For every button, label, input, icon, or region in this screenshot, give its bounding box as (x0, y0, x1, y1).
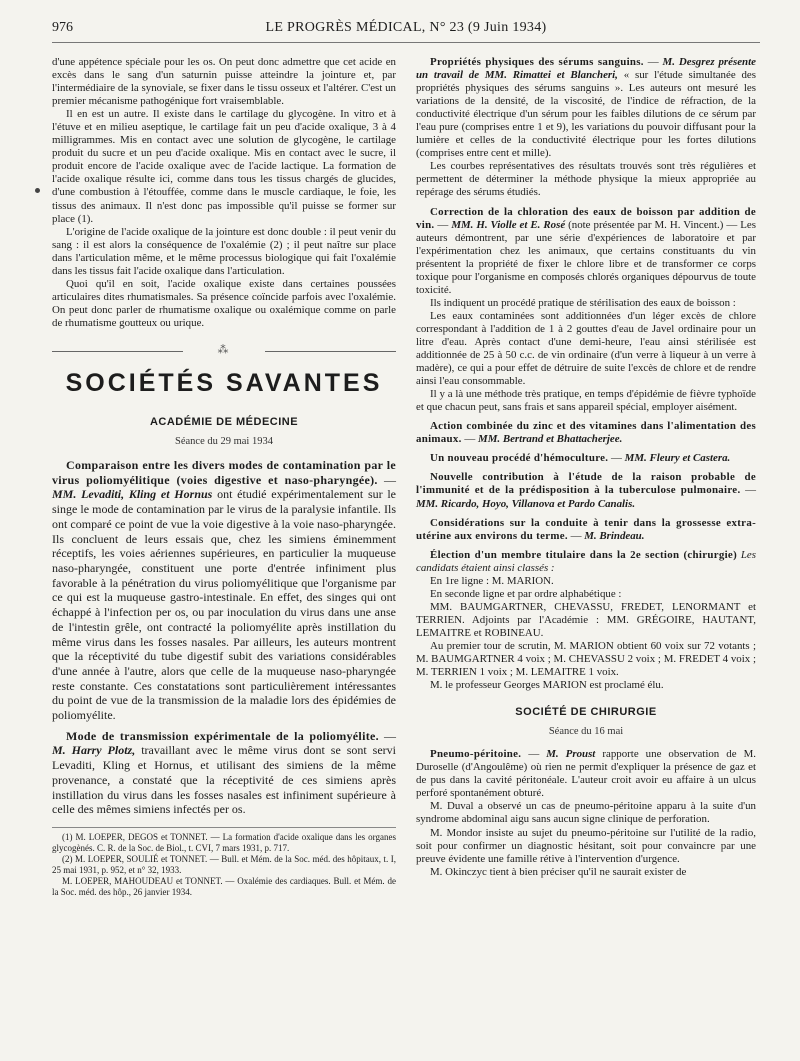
paragraph: Les courbes représentatives des résultats trouvés sont très régulières et permettent de déterminer la méthode physique la mieux appropriée au repérage des sérums étudiés. (416, 160, 756, 199)
article-text: rapporte une observation de M. Duroselle (d'Angoulême) où rien ne permit d'expliquer la présence de gaz et de pus dans la cavité péritonéale. L'auteur croit avoir eu affaire à un ulcus perforé spontanément obturé. (416, 748, 756, 800)
running-title: LE PROGRÈS MÉDICAL, N° 23 (9 Juin 1934) (265, 20, 547, 35)
article-lead: Correction de la chloration des eaux de boisson par addition de vin. (416, 205, 756, 231)
article-paragraph: Propriétés physiques des sérums sanguins. — M. Desgrez présente un travail de MM. Rimattei et Blancheri, « sur l'étude simultanée des propriétés physiques des sérums sanguins ». Les auteurs ont mesuré les variations de la densité, de la viscosité, de l'indice de réfraction, de la conductivité électrique d'un sérum pour les faibles dilutions de ce sérum par l'eau pure (comprises entre 1 et 9), les variations du pouvoir diffusant pour la lumière et celles de la conductivité électrique pour les fortes dilutions (comprises entre cent et mille). (416, 56, 756, 160)
paragraph: Quoi qu'il en soit, l'acide oxalique existe dans certaines poussées articulaires dites rhumatismales. Sa présence coïncide parfois avec l'oxalémie. On peut donc parler de rhumatisme oxalique ou oxalémique comme on parle de rhumatisme goutteux ou urique. (52, 277, 396, 329)
article-paragraph (416, 549, 756, 575)
article-lead: Élection d'un membre titulaire dans la 2e section (chirurgie) (430, 548, 737, 561)
paragraph: d'une appétence spéciale pour les os. On peut donc admettre que cet acide en excès dans le sang d'un saturnin puisse atteindre la jointure et, par l'intermédiaire de la synoviale, se fixer dans le tissu osseux et l'altérer. C'est un premier mécanisme pathogénique fort vraisemblable. (52, 56, 396, 108)
paragraph: Il y a là une méthode très pratique, en temps d'épidémie de fièvre typhoïde et que chacun peut, sans frais et sans appareil spécial, employer aisément. (416, 388, 756, 414)
page-number: 976 (52, 20, 73, 35)
article-authors: M. Proust (546, 748, 596, 761)
margin-dot (35, 188, 40, 193)
article-italic: Les candidats étaient ainsi classés : (416, 548, 756, 574)
paragraph: Au premier tour de scrutin, M. MARION obtient 60 voix sur 72 votants ; M. BAUMGARTNER 4 voix ; M. CHEVASSU 2 voix ; M. FREDET 4 voix ; M. TERRIEN 1 voix ; M. LEMAITRE 1 voix. (416, 639, 756, 679)
article-lead: Nouvelle contribution à l'étude de la raison probable de l'immunité et de la prédisposition à la tuberculose pulmonaire. (416, 471, 756, 497)
article-authors: MM. Levaditi, Kling et Hornus (52, 487, 213, 502)
article-paragraph: Pneumo-péritoine. — M. Proust rapporte une observation de M. Duroselle (d'Angoulême) où rien ne permit d'expliquer la présence de gaz et de pus dans la cavité péritonéale. L'auteur croit avoir eu affaire à un ulcus perforé spontanément obturé. (416, 748, 756, 800)
article-text: ont étudié expérimentalement sur le singe le mode de contamination par le virus de la paralysie infantile. Ils ont comparé ce point de vue la voie digestive à la voie naso-pharyngée. Ils concluent de leurs essais que, chez les simiens éminemment réceptifs, les voies aériennes supérieures, en particulier la muqueuse naso-pharyngée, constituent une porte d'entrée infiniment plus favorable à la pénétration du virus poliomyélitique que l'organisme par ce qui est la muqueuse gastro-intestinale. En effet, des singes qui ont échappé à l'infection per os, ou par inoculation du virus dans une anse de l'intestin grêle, ont contracté la poliomyélite après instillation du même virus dans les fosses nasales. Par ailleurs, les auteurs montrent que la réceptivité du tube digestif subit des variations considérables d'une année à l'autre, alors que celle de la muqueuse naso-pharyngée reste constante. Ces constatations sont particulièrement intéressantes du point de vue de la transmission de la maladie lors des épidémies de poliomyélite. (52, 487, 397, 723)
article-text: travaillant avec le même virus dont se sont servi Levaditi, Kling et Hornus, et utilisant des simiens de la même provenance, a constaté que la réceptivité de ces simiens après instillation du virus dans les fosses nasales est infiniment supérieure à celle des mêmes simiens infectés per os. (52, 743, 397, 817)
article-lead: Propriétés physiques des sérums sanguins. (430, 56, 644, 68)
right-column (416, 56, 756, 879)
article-paragraph: Action combinée du zinc et des vitamines dans l'alimentation des animaux. — MM. Bertrand et Bhattacherjee. (416, 420, 756, 446)
article-lead: Un nouveau procédé d'hémoculture. (430, 452, 609, 465)
seance-date: Séance du 29 mai 1934 (175, 436, 273, 448)
article-lead: Action combinée du zinc et des vitamines dans l'alimentation des animaux. (416, 420, 756, 446)
paragraph: M. Mondor insiste au sujet du pneumo-péritoine sur l'utilité de la radio, soit pour confirmer un diagnostic hésitant, soit pour convaincre par une preuve évidente une famille rétive à l'intervention d'urgence. (416, 826, 756, 865)
article-text: (note présentée par M. H. Vincent.) — Les auteurs démontrent, par une série d'expériences de laboratoire et par l'expérimentation chez les animaux, que certains constituants du vin présentent la propriété de fixer le chlore libre et de transformer ce corps toxique pour l'organisme en composés chlorés organiques dépourvus de toute toxicité. (416, 218, 756, 296)
paragraph: L'origine de l'acide oxalique de la jointure est donc double : il peut venir du sang : il est alors la conséquence de l'oxalémie (2) ; il peut naître sur place dans l'articulation même, et le même processus biologique qui fait l'oxalémie dans les tissus fait l'acide oxalique dans l'articulation. (52, 225, 396, 277)
article-paragraph: Correction de la chloration des eaux de boisson par addition de vin. — MM. H. Violle et E. Rosé (note présentée par M. H. Vincent.) — Les auteurs démontrent, par une série d'expériences de laboratoire et par l'expérimentation chez les animaux, que certains constituants du vin présentent la propriété de fixer le chlore libre et de transformer ce corps toxique pour l'organisme en composés chlorés organiques dépourvus de toute toxicité. (416, 205, 756, 296)
article-authors: MM. Ricardo, Hoyo, Villanova et Pardo Canalis. (416, 497, 636, 510)
article-authors: M. Desgrez présente un travail de MM. Rimattei et Blancheri, (416, 56, 756, 82)
article-lead: Pneumo-péritoine. (430, 748, 522, 761)
paragraph: Ils indiquent un procédé pratique de stérilisation des eaux de boisson : (430, 296, 736, 309)
footnote: (1) M. LOEPER, DEGOS et TONNET. — La formation d'acide oxalique dans les organes glycogènés. C. R. de la Soc. de Biol., t. CVI, 7 mars 1931, p. 717. (52, 831, 396, 853)
article-paragraph: Un nouveau procédé d'hémoculture. — MM. Fleury et Castera. (430, 452, 731, 465)
paragraph: Il en est un autre. Il existe dans le cartilage du glycogène. In vitro et à l'étuve et en milieu aseptique, le cartilage fait un peu d'acide oxalique, 3 à 4 milligrammes. Mis en contact avec une solution de glycogène, le cartilage produit du sucre et un peu d'acide oxalique. Mis en contact avec le sucre, il produit encore de l'acide oxalique avec de l'acide lactique. La formation de l'acide oxalique résulte ici, comme dans tous les tissus chargés de glucides, d'une combustion à l'étouffée, comme dans le muscle cardiaque, le foie, les tissus des animaux. Il n'est donc pas impossible qu'il puisse se former sur place (1). (52, 108, 396, 225)
paragraph: M. Duval a observé un cas de pneumo-péritoine apparu à la suite d'un syndrome abdominal aigu sans aucun signe clinique de perforation. (416, 800, 756, 826)
paragraph: MM. BAUMGARTNER, CHEVASSU, FREDET, LENORMANT et TERRIEN. Adjoints par l'Académie : MM. GRÉGOIRE, HAUTANT, LEMAITRE et ROBINEAU. (416, 600, 756, 639)
article-paragraph: Nouvelle contribution à l'étude de la raison probable de l'immunité et de la prédisposition à la tuberculose pulmonaire. — MM. Ricardo, Hoyo, Villanova et Pardo Canalis. (416, 471, 756, 510)
academie-heading: ACADÉMIE DE MÉDECINE (149, 415, 299, 428)
footnote: M. LOEPER, MAHOUDEAU et TONNET. — Oxalémie des cardiaques. Bull. et Mém. de la Soc. méd. des hôp., 26 janvier 1934. (52, 875, 396, 897)
paragraph: M. Okinczyc tient à bien préciser qu'il ne saurait exister de (430, 865, 687, 878)
article-lead: Comparaison entre les divers modes de contamination par le virus poliomyélitique (voies digestive et naso-pharyngée). (52, 458, 396, 487)
header-rule (52, 42, 760, 43)
paragraph: M. le professeur Georges MARION est proclamé élu. (430, 679, 664, 692)
article-paragraph: Considérations sur la conduite à tenir dans la grossesse extra-utérine aux environs du terme. — M. Brindeau. (416, 516, 756, 542)
article-authors: MM. Fleury et Castera. (624, 452, 731, 465)
article-authors: MM. Bertrand et Bhattacherjee. (478, 433, 623, 446)
paragraph: En 1re ligne : M. MARION. (430, 574, 554, 587)
article-authors: M. Harry Plotz, (52, 743, 136, 758)
article-lead: Mode de transmission expérimentale de la poliomyélite. (66, 728, 379, 743)
article-paragraph: Comparaison entre les divers modes de contamination par le virus poliomyélitique (voies digestive et naso-pharyngée). — MM. Levaditi, Kling et Hornus ont étudié expérimentalement sur le singe le mode de contamination par le virus de la paralysie infantile. Ils ont comparé ce point de vue la voie digestive à la voie naso-pharyngée. Ils concluent de leurs essais que, chez les simiens éminemment réceptifs, les voies aériennes supérieures, en particulier la muqueuse naso-pharyngée, constituent une porte d'entrée infiniment plus favorable à la pénétration du virus poliomyélitique que l'organisme par ce qui est la muqueuse gastro-intestinale. En effet, des singes qui ont échappé à l'infection per os, ou par inoculation du virus dans une anse de l'intestin grêle, ont contracté la poliomyélite après instillation du même virus dans les fosses nasales. Par ailleurs, les auteurs montrent que la réceptivité du tube digestif subit des variations considérables d'une année à l'autre, alors que celle de la muqueuse naso-pharyngée reste constante. Ces constatations sont particulièrement intéressantes du point de vue de la transmission de la maladie lors des épidémies de poliomyélite. (52, 458, 397, 723)
paragraph: En seconde ligne et par ordre alphabétique : (430, 587, 622, 600)
footnote: (2) M. LOEPER, SOULIÉ et TONNET. — Bull. et Mém. de la Soc. méd. des hôpitaux, t. I, 25 mai 1931, p. 952, et n° 32, 1933. (52, 853, 396, 875)
article-paragraph: Mode de transmission expérimentale de la poliomyélite. — M. Harry Plotz, travaillant avec le même virus dont se sont servi Levaditi, Kling et Hornus, et utilisant des simiens de la même provenance, a constaté que la réceptivité de ces simiens après instillation du virus dans les fosses nasales est infiniment supérieure à celle des mêmes simiens infectés per os. (52, 728, 397, 817)
ornament-divider: ⁂ (52, 344, 396, 358)
running-header (52, 20, 760, 42)
left-column (52, 56, 396, 898)
article-authors: M. Brindeau. (584, 529, 645, 542)
paragraph: Les eaux contaminées sont additionnées d'un léger excès de chlore correspondant à l'addition de 1 à 2 gouttes d'eau de Javel ordinaire pour un litre d'eau. Après contact d'une demi-heure, l'eau ainsi stérilisée est additionnée de 25 à 50 c.c. de vin ordinaire (d'un verre à liqueur à un verre à madère), ce qui a pour effet de détruire de suite l'excès de chlore et de rendre ainsi l'eau consommable. (416, 309, 756, 388)
chirurgie-heading: SOCIÉTÉ DE CHIRURGIE (515, 706, 657, 719)
article-text: « sur l'étude simultanée des propriétés physiques des sérums sanguins ». Les auteurs ont mesuré les variations de la densité, de la viscosité, de l'indice de réfraction, de la conductivité électrique d'un sérum pour les faibles dilutions de ce sérum par l'eau pure (comprises entre 1 et 9), les variations du pouvoir diffusant pour la lumière et celles de la conductivité électrique pour les fortes dilutions (comprises entre cent et mille). (416, 69, 756, 160)
footnotes (52, 827, 396, 898)
section-title: SOCIÉTÉS SAVANTES (65, 368, 383, 397)
article-authors: MM. H. Violle et E. Rosé (451, 218, 566, 231)
article-lead: Considérations sur la conduite à tenir dans la grossesse extra-utérine aux environs du terme. (416, 516, 756, 542)
seance-date: Séance du 16 mai (548, 726, 624, 738)
